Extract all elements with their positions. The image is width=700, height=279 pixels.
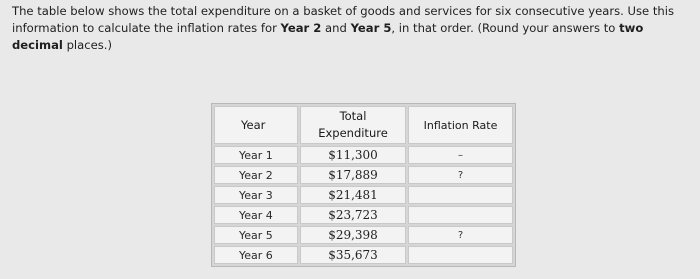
cell-year: Year 5 xyxy=(214,226,298,244)
cell-total: $23,723 xyxy=(300,206,406,224)
cell-rate-answer[interactable]: ? xyxy=(408,166,513,184)
table-row xyxy=(214,226,513,244)
inflation-table xyxy=(211,103,516,267)
question-decimals: two decimal xyxy=(12,21,644,52)
cell-total: $17,889 xyxy=(300,166,406,184)
question-year-a: Year 2 xyxy=(280,21,322,35)
header-total-expenditure xyxy=(300,106,406,144)
inflation-table-wrapper xyxy=(211,103,516,267)
cell-total: $21,481 xyxy=(300,186,406,204)
table-row xyxy=(214,166,513,184)
cell-rate xyxy=(408,206,513,224)
table-row xyxy=(214,186,513,204)
table-row xyxy=(214,206,513,224)
cell-year: Year 4 xyxy=(214,206,298,224)
cell-total: $29,398 xyxy=(300,226,406,244)
header-total-line2: Expenditure xyxy=(318,126,388,140)
header-year: Year xyxy=(214,106,298,144)
header-total-line1: Total xyxy=(339,109,367,123)
cell-year: Year 6 xyxy=(214,246,298,264)
cell-rate: – xyxy=(408,146,513,164)
question-year-b: Year 5 xyxy=(350,21,392,35)
cell-year: Year 3 xyxy=(214,186,298,204)
question-part3: places.) xyxy=(62,38,113,52)
header-inflation-rate: Inflation Rate xyxy=(408,106,513,144)
table-header-row xyxy=(214,106,513,144)
question-part1: The table below shows the total expenditure on a basket of goods and services for six consecutive years. Use this information to calculate the inflation rates for xyxy=(12,4,674,35)
cell-year: Year 1 xyxy=(214,146,298,164)
question-text xyxy=(12,3,682,54)
cell-total: $11,300 xyxy=(300,146,406,164)
cell-total: $35,673 xyxy=(300,246,406,264)
question-part2: , in that order. (Round your answers to xyxy=(391,21,620,35)
table-row xyxy=(214,146,513,164)
cell-rate-answer[interactable]: ? xyxy=(408,226,513,244)
cell-year: Year 2 xyxy=(214,166,298,184)
question-and: and xyxy=(321,21,351,35)
cell-rate xyxy=(408,186,513,204)
cell-rate xyxy=(408,246,513,264)
table-row xyxy=(214,246,513,264)
